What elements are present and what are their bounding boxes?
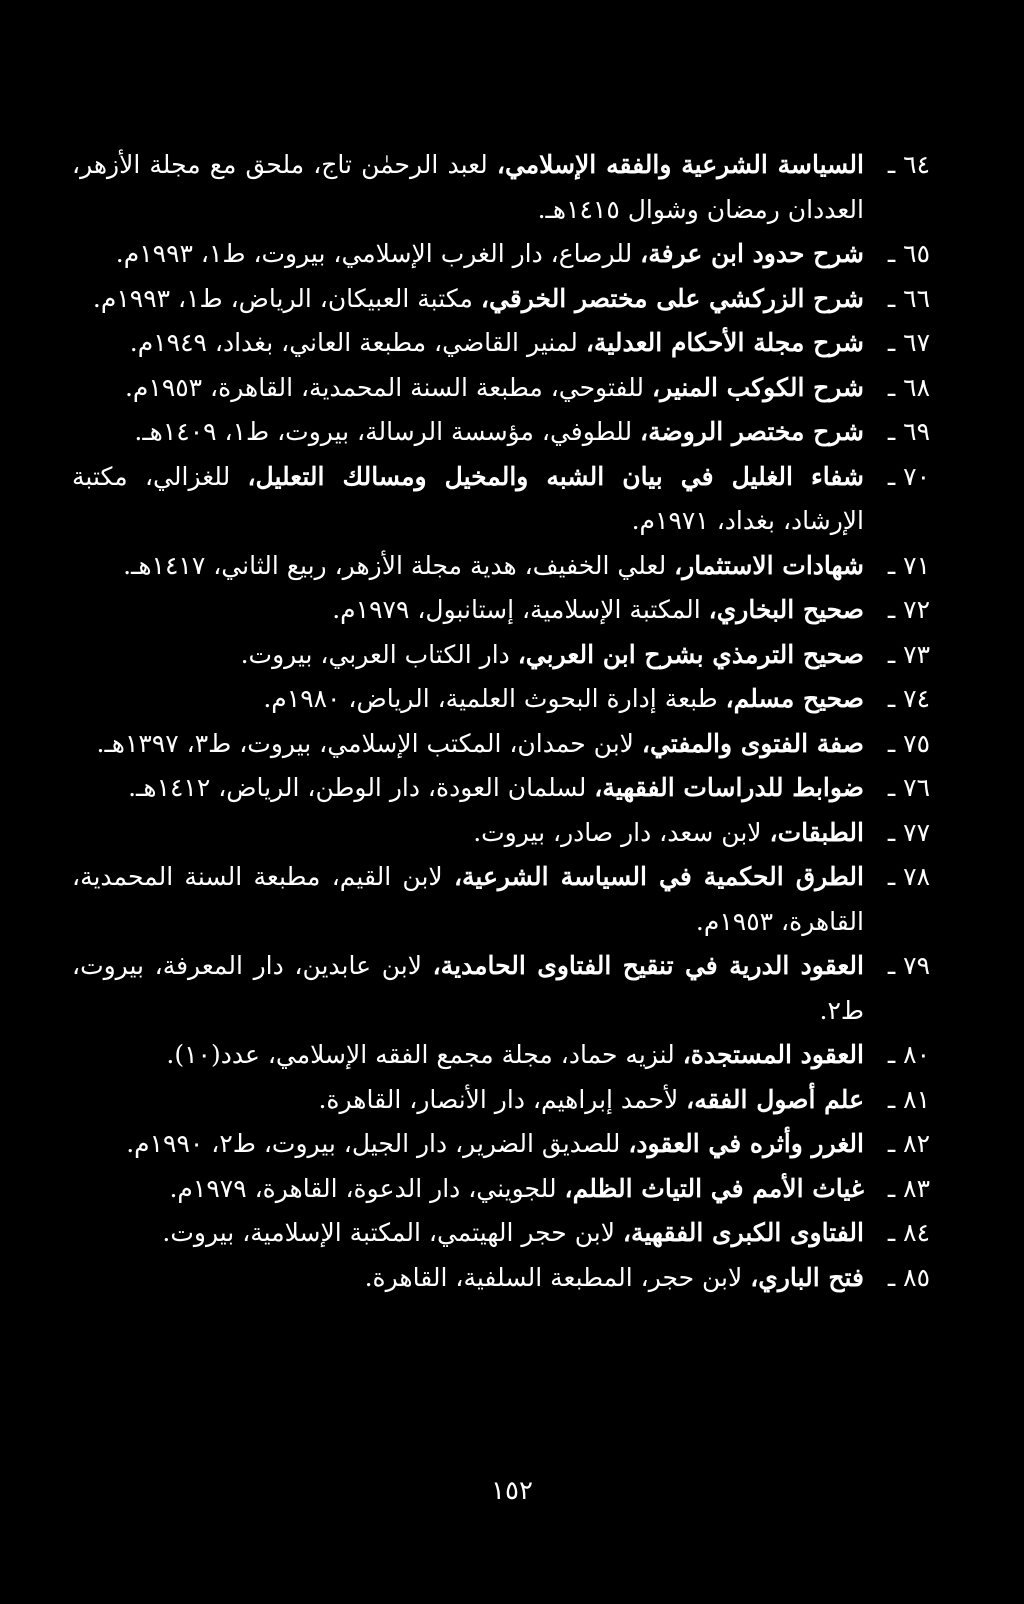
entry-number: ٦٥ ـ (887, 239, 930, 268)
entry-title: فتح الباري، (750, 1262, 864, 1292)
entry-details: للغزالي، مكتبة الإرشاد، بغداد، ١٩٧١م. (72, 461, 864, 535)
entry-title: العقود المستجدة، (682, 1040, 864, 1069)
entry-title: صحيح البخاري، (708, 595, 864, 624)
entry-title: شفاء الغليل في بيان الشبه والمخيل ومسالك التعليل، (247, 461, 864, 491)
entry-number: ٧٨ ـ (887, 862, 930, 891)
entry-details: لمنير القاضي، مطبعة العاني، بغداد، ١٩٤٩م. (129, 328, 586, 357)
entry-text (72, 1167, 864, 1212)
entry-title: صحيح مسلم، (725, 684, 864, 713)
entry-title: الطرق الحكمية في السياسة الشرعية، (453, 862, 864, 891)
entry-number: ٨١ ـ (887, 1084, 930, 1114)
bibliography-entry (72, 855, 930, 944)
entry-text (72, 277, 864, 322)
entry-title: شرح حدود ابن عرفة، (640, 239, 864, 268)
entry-text (72, 1211, 864, 1256)
entry-number: ٨٣ ـ (887, 1173, 930, 1203)
entry-text (72, 321, 864, 366)
entry-title: صحيح الترمذي بشرح ابن العربي، (517, 639, 864, 669)
bibliography-entry (72, 766, 930, 811)
bibliography-entry (72, 1033, 930, 1078)
entry-text (72, 944, 864, 1033)
entry-title: علم أصول الفقه، (686, 1084, 864, 1114)
entry-number: ٦٦ ـ (887, 283, 930, 313)
bibliography-entry (72, 633, 930, 678)
entry-title: الفتاوى الكبرى الفقهية، (622, 1218, 864, 1247)
entry-details: لابن سعد، دار صادر، بيروت. (473, 817, 770, 847)
entry-details: لابن القيم، مطبعة السنة المحمدية، القاهرة، ١٩٥٣م. (72, 862, 864, 936)
entry-text (72, 143, 864, 232)
entry-text (72, 1078, 864, 1123)
entry-details: طبعة إدارة البحوث العلمية، الرياض، ١٩٨٠م. (263, 684, 726, 713)
entry-text (72, 455, 864, 544)
entry-title: السياسة الشرعية والفقه الإسلامي، (496, 150, 864, 179)
bibliography-entry (72, 811, 930, 856)
entry-number: ٧٢ ـ (887, 595, 930, 624)
entry-number: ٧٠ ـ (887, 461, 930, 491)
bibliography-entry (72, 455, 930, 544)
entry-text (72, 1256, 864, 1301)
entry-text (72, 232, 864, 277)
entry-details: للفتوحي، مطبعة السنة المحمدية، القاهرة، ١٩٥٣م. (124, 372, 652, 402)
entry-number: ٧٥ ـ (887, 728, 930, 758)
entry-details: للجويني، دار الدعوة، القاهرة، ١٩٧٩م. (169, 1173, 565, 1203)
entry-details: دار الكتاب العربي، بيروت. (240, 639, 518, 669)
entry-text (72, 677, 864, 722)
entry-text (72, 722, 864, 767)
bibliography-entry (72, 677, 930, 722)
bibliography-list (72, 143, 930, 1300)
bibliography-entry (72, 366, 930, 411)
bibliography-entry (72, 1256, 930, 1301)
entry-title: شرح مختصر الروضة، (640, 417, 864, 446)
entry-number: ٧٧ ـ (887, 817, 930, 847)
entry-title: شرح مجلة الأحكام العدلية، (585, 328, 864, 357)
entry-number: ٦٩ ـ (887, 417, 930, 446)
entry-number: ٧٦ ـ (887, 773, 930, 802)
entry-number: ٧٤ ـ (887, 684, 930, 713)
entry-number: ٧٣ ـ (887, 639, 930, 669)
entry-text (72, 766, 864, 811)
entry-number: ٨٢ ـ (887, 1129, 930, 1158)
entry-details: المكتبة الإسلامية، إستانبول، ١٩٧٩م. (332, 595, 709, 624)
bibliography-entry (72, 321, 930, 366)
entry-text (72, 410, 864, 455)
entry-details: للصديق الضرير، دار الجيل، بيروت، ط٢، ١٩٩٠م. (126, 1129, 629, 1158)
entry-text (72, 1122, 864, 1167)
entry-number: ٦٧ ـ (887, 328, 930, 357)
entry-details: لعلي الخفيف، هدية مجلة الأزهر، ربيع الثاني، ١٤١٧هـ. (123, 550, 675, 580)
entry-text (72, 855, 864, 944)
entry-number: ٨٠ ـ (887, 1040, 930, 1069)
page-number: ١٥٢ (491, 1476, 533, 1506)
entry-details: للطوفي، مؤسسة الرسالة، بيروت، ط١، ١٤٠٩هـ. (134, 417, 641, 446)
entry-title: شرح الزركشي على مختصر الخرقي، (480, 283, 864, 313)
entry-title: شرح الكوكب المنير، (652, 372, 864, 402)
entry-title: شهادات الاستثمار، (674, 550, 864, 580)
entry-details: لنزيه حماد، مجلة مجمع الفقه الإسلامي، عدد(١٠). (166, 1040, 683, 1069)
entry-number: ٨٤ ـ (887, 1218, 930, 1247)
bibliography-entry (72, 143, 930, 232)
bibliography-entry (72, 944, 930, 1033)
entry-text (72, 1033, 864, 1078)
entry-details: لابن حجر الهيتمي، المكتبة الإسلامية، بيروت. (162, 1218, 623, 1247)
entry-number: ٦٤ ـ (887, 150, 930, 179)
entry-number: ٦٨ ـ (887, 372, 930, 402)
bibliography-entry (72, 1211, 930, 1256)
bibliography-entry (72, 1122, 930, 1167)
entry-details: مكتبة العبيكان، الرياض، ط١، ١٩٩٣م. (92, 283, 481, 313)
entry-text (72, 588, 864, 633)
bibliography-entry (72, 410, 930, 455)
entry-text (72, 366, 864, 411)
entry-details: لأحمد إبراهيم، دار الأنصار، القاهرة. (318, 1084, 687, 1114)
entry-details: لسلمان العودة، دار الوطن، الرياض، ١٤١٢هـ. (128, 773, 595, 802)
bibliography-entry (72, 277, 930, 322)
entry-details: لعبد الرحمٰن تاج، ملحق مع مجلة الأزهر، العددان رمضان وشوال ١٤١٥هـ. (72, 150, 864, 224)
entry-title: ضوابط للدراسات الفقهية، (594, 773, 864, 802)
bibliography-entry (72, 1167, 930, 1212)
bibliography-entry (72, 1078, 930, 1123)
bibliography-entry (72, 588, 930, 633)
bibliography-entry (72, 232, 930, 277)
entry-title: غياث الأمم في التياث الظلم، (564, 1173, 864, 1203)
bibliography-entry (72, 722, 930, 767)
entry-details: لابن حجر، المطبعة السلفية، القاهرة. (364, 1262, 751, 1292)
entry-details: للرصاع، دار الغرب الإسلامي، بيروت، ط١، ١٩٩٣م. (115, 239, 641, 268)
entry-details: لابن حمدان، المكتب الإسلامي، بيروت، ط٣، ١٣٩٧هـ. (96, 728, 642, 758)
bibliography-entry (72, 544, 930, 589)
entry-number: ٧٩ ـ (887, 951, 930, 980)
entry-title: الغرر وأثره في العقود، (628, 1129, 864, 1158)
entry-title: صفة الفتوى والمفتي، (641, 728, 864, 758)
entry-title: الطبقات، (769, 817, 864, 847)
entry-text (72, 544, 864, 589)
entry-details: لابن عابدين، دار المعرفة، بيروت، ط٢. (72, 951, 864, 1025)
entry-number: ٨٥ ـ (887, 1262, 930, 1292)
entry-text (72, 811, 864, 856)
entry-number: ٧١ ـ (887, 550, 930, 580)
entry-text (72, 633, 864, 678)
entry-title: العقود الدرية في تنقيح الفتاوى الحامدية، (432, 951, 864, 980)
